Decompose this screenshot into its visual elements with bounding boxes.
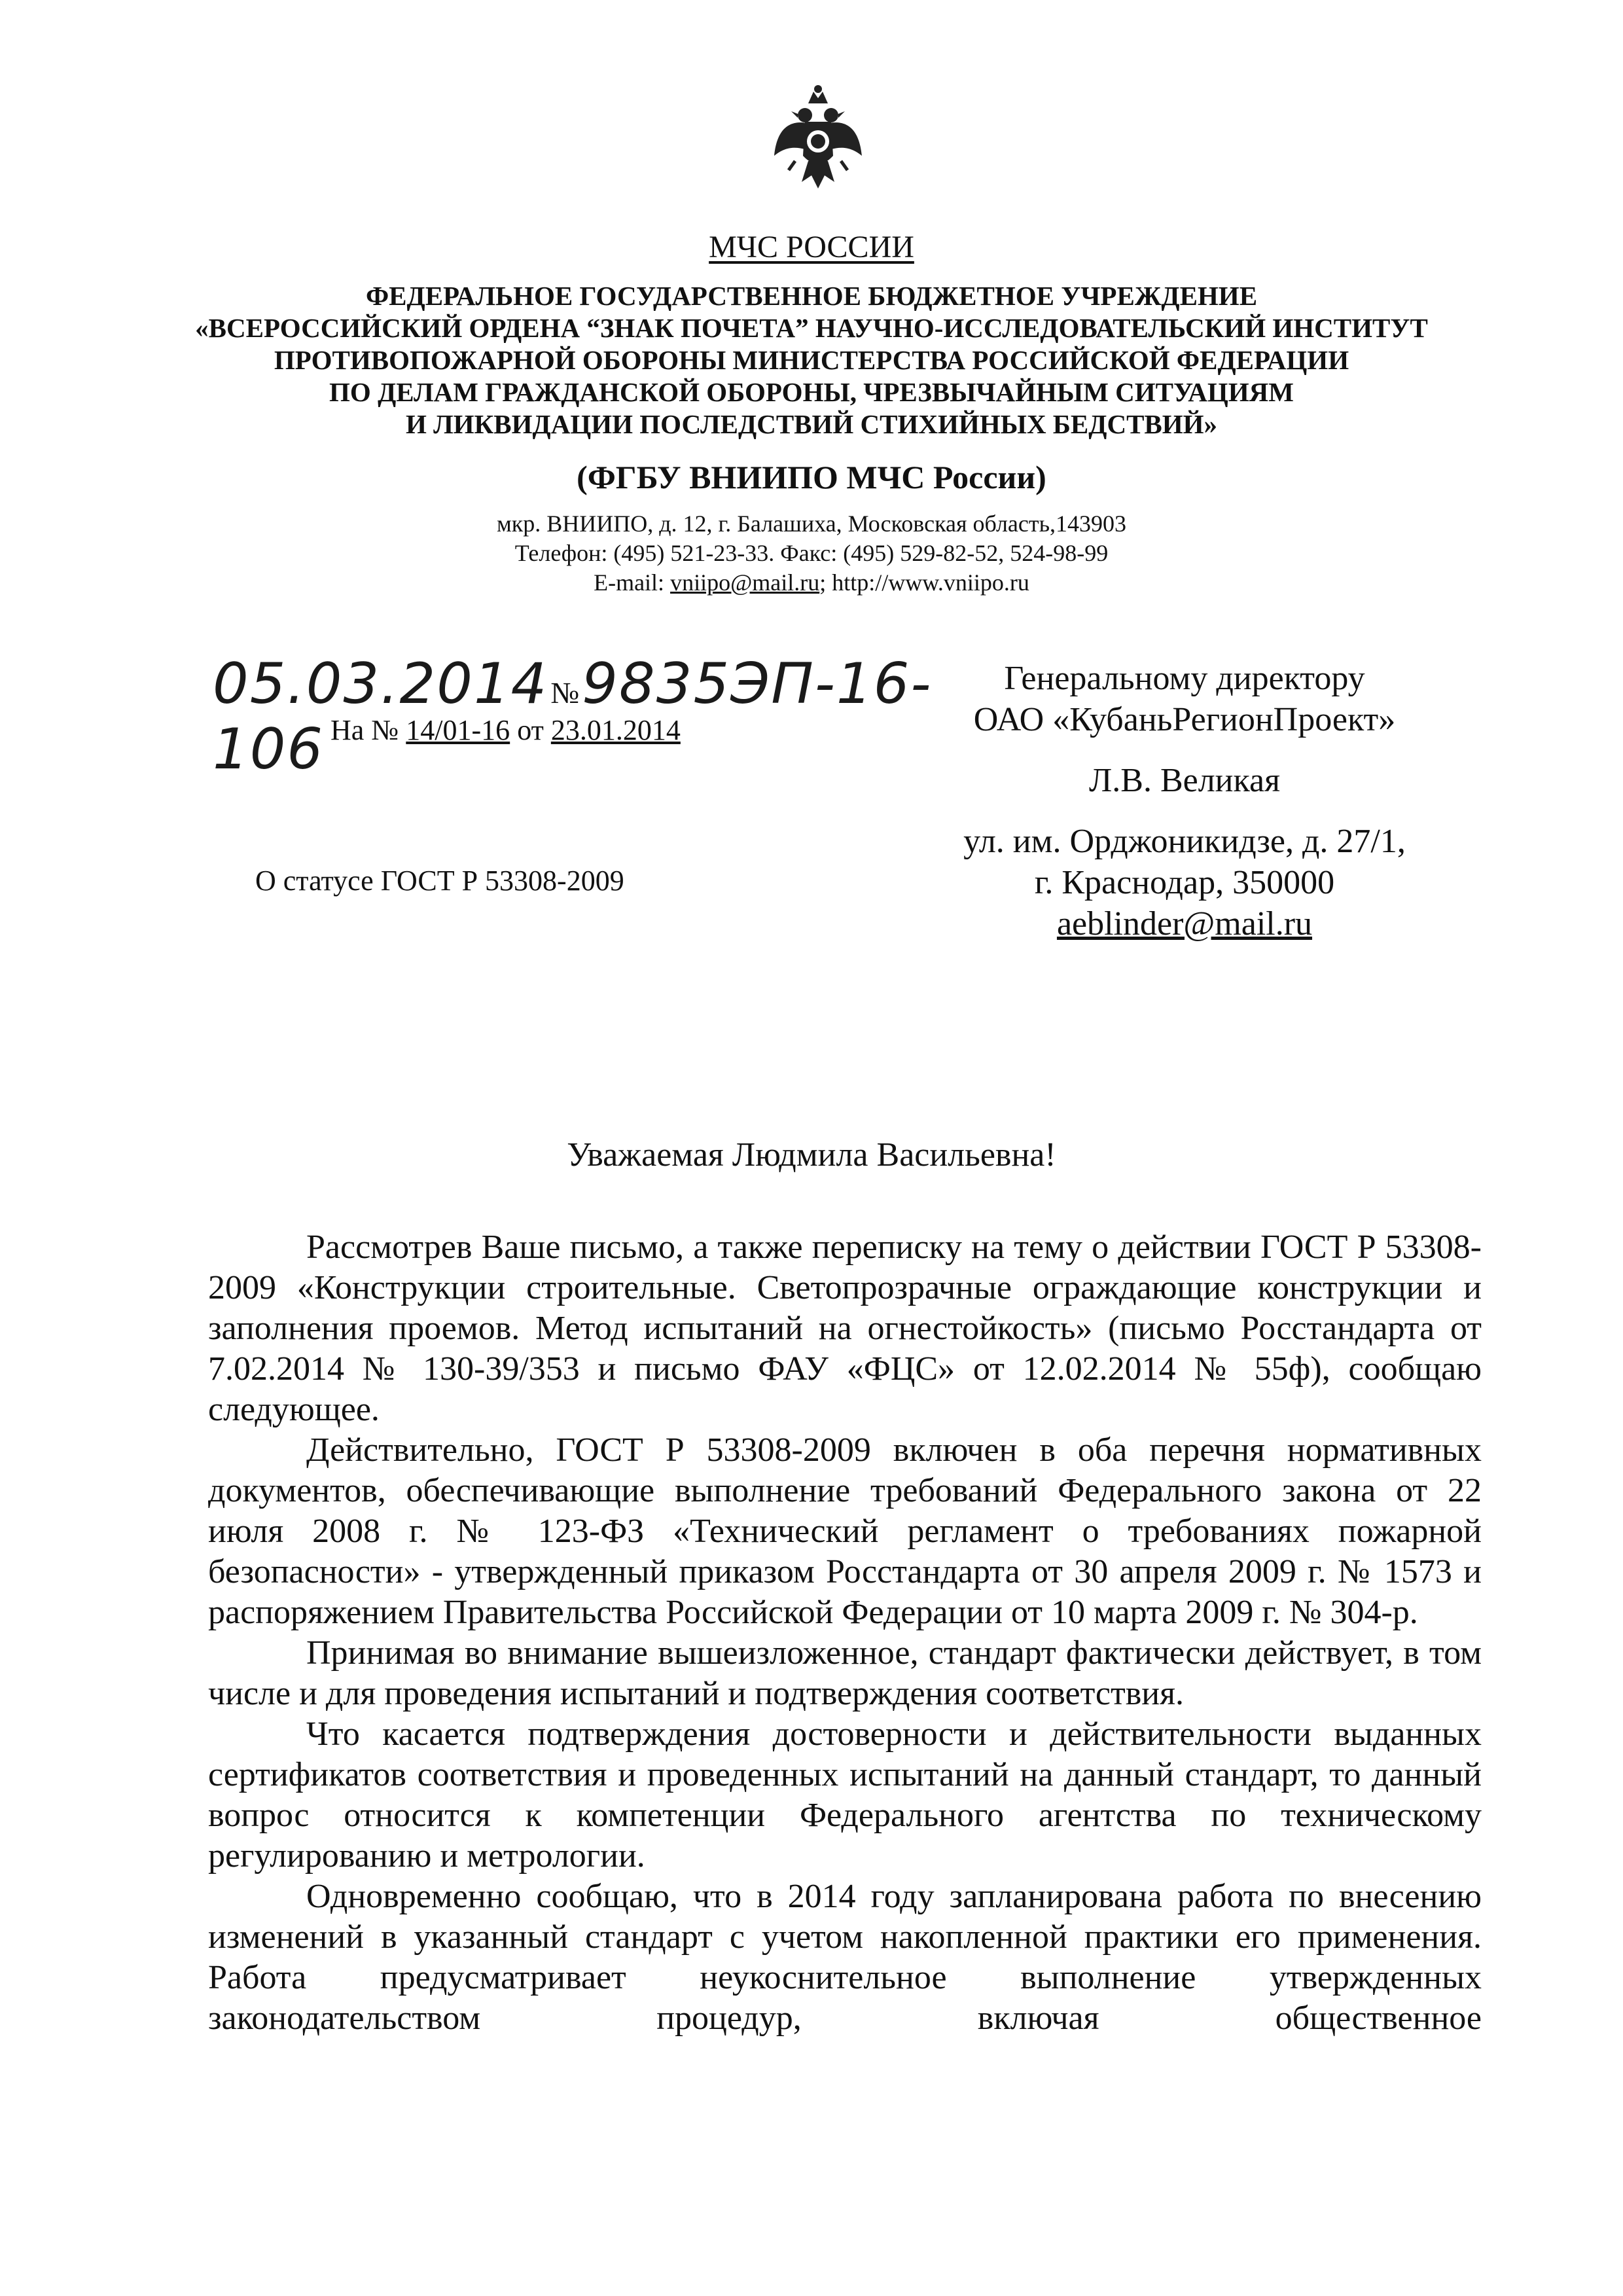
reply-mid: от — [510, 714, 551, 746]
body-paragraph: Действительно, ГОСТ Р 53308-2009 включен в оба перечня нормативных документов, обеспечивающие выполнение требований Федерального закона от 22 июля 2008 г. № 123-ФЗ «Технический регламент о требованиях пожарной безопасности» - утвержденный приказом Росстандарта от 30 апреля 2009 г. № 1573 и распоряжением Правительства Российской Федерации от 10 марта 2009 г. № 304-р. — [208, 1431, 1482, 1631]
addressee-city: г. Краснодар, 350000 — [1034, 864, 1335, 901]
greeting: Уважаемая Людмила Васильевна! — [567, 1136, 1056, 1174]
org-line: ПО ДЕЛАМ ГРАЖДАНСКОЙ ОБОРОНЫ, ЧРЕЗВЫЧАЙНЫМ СИТУАЦИЯМ — [329, 377, 1294, 407]
double-headed-eagle-emblem-icon — [769, 84, 867, 195]
number-label: № — [550, 676, 580, 709]
org-line: ФЕДЕРАЛЬНОЕ ГОСУДАРСТВЕННОЕ БЮДЖЕТНОЕ УЧРЕЖДЕНИЕ — [365, 281, 1258, 311]
addressee-block — [877, 658, 1492, 944]
organization-abbreviation: (ФГБУ ВНИИПО МЧС России) — [577, 459, 1046, 495]
body-paragraph: Что касается подтверждения достоверности и действительности выданных сертификатов соответствия и проведенных испытаний на данный стандарт, то данный вопрос относится к компетенции Федерального агентства по техническому регулированию и метрологии. — [208, 1715, 1482, 1874]
reply-date: 23.01.2014 — [550, 714, 681, 746]
website-link[interactable]: http://www.vniipo.ru — [832, 569, 1029, 596]
email-website-line — [0, 568, 1623, 598]
addressee-name: Л.В. Великая — [1089, 762, 1280, 799]
contact-block — [0, 509, 1623, 598]
addressee-email[interactable]: aeblinder@mail.ru — [1056, 905, 1313, 942]
email-link[interactable]: vniipo@mail.ru — [670, 569, 820, 596]
letter-body — [208, 1227, 1482, 2039]
addressee-street: ул. им. Орджоникидзе, д. 27/1, — [963, 823, 1406, 860]
ministry-title-text: МЧС РОССИИ — [709, 230, 914, 264]
organization-name — [0, 280, 1623, 440]
reply-prefix: На № — [330, 714, 406, 746]
postal-address: мкр. ВНИИПО, д. 12, г. Балашиха, Московская область,143903 — [496, 511, 1127, 537]
reply-number: 14/01-16 — [406, 714, 510, 746]
ministry-title — [0, 229, 1623, 265]
body-paragraph: Принимая во внимание вышеизложенное, стандарт фактически действует, в том числе и для проведения испытаний и подтверждения соответствия. — [208, 1634, 1482, 1712]
org-line: ПРОТИВОПОЖАРНОЙ ОБОРОНЫ МИНИСТЕРСТВА РОССИЙСКОЙ ФЕДЕРАЦИИ — [274, 345, 1349, 375]
reply-reference — [330, 713, 681, 747]
handwritten-date: 05.03.2014 — [213, 651, 548, 717]
body-paragraph: Одновременно сообщаю, что в 2014 году запланирована работа по внесению изменений в указанный стандарт с учетом накопленной практики его применения. Работа предусматривает неукоснительное выполнение утвержденных законодательством процедур, включая общественное — [208, 1878, 1482, 2037]
handwritten-number: 9835ЭП-16-106 — [213, 651, 933, 782]
addressee-company: ОАО «КубаньРегионПроект» — [973, 701, 1396, 738]
website-separator: ; — [819, 569, 832, 596]
phone-fax: Телефон: (495) 521-23-33. Факс: (495) 529-82-52, 524-98-99 — [514, 540, 1109, 566]
emblem-svg — [769, 84, 867, 195]
addressee-position: Генеральному директору — [1004, 660, 1365, 697]
email-label: E-mail: — [594, 569, 671, 596]
org-line: И ЛИКВИДАЦИИ ПОСЛЕДСТВИЙ СТИХИЙНЫХ БЕДСТВИЙ» — [405, 409, 1218, 439]
org-line: «ВСЕРОССИЙСКИЙ ОРДЕНА “ЗНАК ПОЧЕТА” НАУЧНО-ИССЛЕДОВАТЕЛЬСКИЙ ИНСТИТУТ — [195, 313, 1428, 343]
letter-subject: О статусе ГОСТ Р 53308-2009 — [255, 865, 624, 897]
body-paragraph: Рассмотрев Ваше письмо, а также переписку на тему о действии ГОСТ Р 53308-2009 «Конструкции строительные. Светопрозрачные ограждающие конструкции и заполнения проемов. Метод испытаний на огнестойкость» (письмо Росстандарта от 7.02.2014 № 130-39/353 и письмо ФАУ «ФЦС» от 12.02.2014 № 55ф), сообщаю следующее. — [208, 1229, 1482, 1428]
